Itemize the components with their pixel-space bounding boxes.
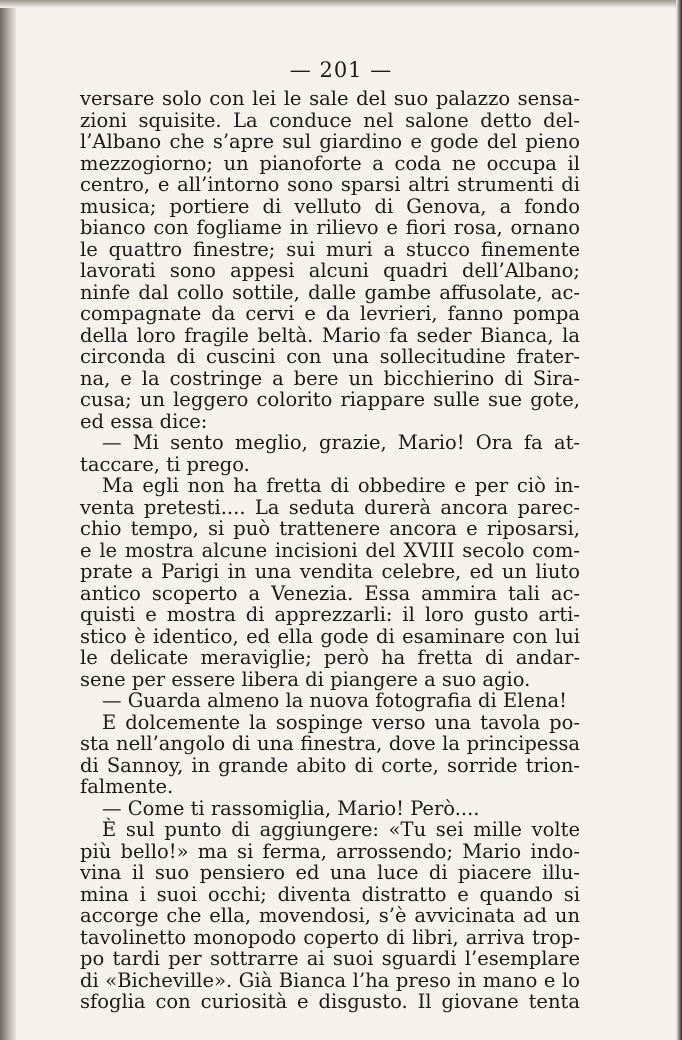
page-right-edge: [676, 0, 682, 1040]
text-line: tavolinetto monopodo coperto di libri, arriva trop-: [80, 925, 580, 949]
text-line: l’Albano che s’apre sul giardino e gode del pieno: [80, 130, 580, 153]
text-line: na, e la costringe a bere un bicchierino di Sira-: [80, 366, 580, 390]
text-line: E dolcemente la sospinge verso una tavola po-: [102, 710, 580, 734]
book-gutter-shadow: [0, 0, 16, 1040]
text-line: falmente.: [80, 775, 174, 798]
text-line: — Mi sento meglio, grazie, Mario! Ora fa at-: [102, 431, 580, 454]
text-line: sta nell’angolo di una finestra, dove la principessa: [80, 732, 580, 755]
text-line: e le mostra alcune incisioni del XVIII secolo com-: [80, 538, 580, 562]
text-line: antico scoperto a Venezia. Essa ammira tali ac-: [80, 581, 580, 605]
text-line: prate a Parigi in una vendita celebre, ed un liuto: [80, 560, 580, 583]
text-line: mina i suoi occhi; diventa distratto e quando si: [80, 882, 580, 906]
text-line: lavorati sono appesi alcuni quadri dell’Albano;: [80, 259, 580, 282]
text-line: le delicate meraviglie; però ha fretta di andar-: [80, 646, 580, 669]
text-line: versare solo con lei le sale del suo palazzo sensa-: [80, 87, 580, 110]
text-line: accorge che ella, movendosi, s’è avvicinata ad un: [80, 904, 580, 927]
text-line: di «Bicheville». Già Bianca l’ha preso in mano e lo: [80, 968, 580, 992]
text-line: — Come ti rassomiglia, Mario! Però....: [102, 796, 480, 820]
text-line: taccare, ti prego.: [80, 452, 250, 476]
text-line: sfoglia con curiosità e disgusto. Il giovane tenta: [80, 990, 580, 1013]
text-line: cusa; un leggero colorito riappare sulle sue gote,: [80, 388, 580, 411]
text-line: vina il suo pensiero ed una luce di piacere illu-: [80, 861, 580, 884]
text-line: circonda di cuscini con una sollecitudine frater-: [80, 345, 580, 368]
text-line: — Guarda almeno la nuova fotografia di Elena!: [102, 689, 567, 712]
text-line: di Sannoy, in grande abito di corte, sorride trion-: [80, 753, 580, 777]
text-line: bianco con fogliame in rilievo e fiori rosa, ornano: [80, 216, 580, 239]
body-text: [80, 88, 580, 1013]
text-line: quisti e mostra di apprezzarli: il loro gusto arti-: [80, 603, 580, 626]
text-line: venta pretesti.... La seduta durerà ancora parec-: [80, 495, 580, 519]
page-top-edge: [0, 0, 682, 8]
text-line: ed essa dice:: [80, 409, 208, 433]
text-line: mezzogiorno; un pianoforte a coda ne occupa il: [80, 151, 580, 175]
text-line: chio tempo, si può trattenere ancora e riposarsi,: [80, 517, 580, 540]
text-line: È sul punto di aggiungere: «Tu sei mille volte: [102, 818, 580, 841]
text-line: della loro fragile beltà. Mario fa seder Bianca, la: [80, 323, 580, 347]
text-line: zioni squisite. La conduce nel salone detto del-: [80, 108, 580, 132]
text-line: più bello!» ma si ferma, arrossendo; Mario indo-: [80, 839, 580, 863]
text-line: po tardi per sottrarre ai suoi sguardi l’esemplare: [80, 947, 580, 970]
text-line: sene per essere libera di piangere a suo agio.: [80, 667, 531, 691]
page-number: — 201 —: [289, 58, 393, 82]
text-line: ninfe dal collo sottile, dalle gambe affusolate, ac-: [80, 280, 580, 304]
text-line: centro, e all’intorno sono sparsi altri strumenti di: [80, 173, 580, 196]
text-line: compagnate da cervi e da levrieri, fanno pompa: [80, 302, 580, 325]
text-line: stico è identico, ed ella gode di esaminare con lui: [80, 624, 580, 648]
text-line: le quattro finestre; sui muri a stucco finemente: [80, 237, 580, 261]
text-line: musica; portiere di velluto di Genova, a fondo: [80, 194, 580, 218]
text-line: Ma egli non ha fretta di obbedire e per ciò in-: [102, 474, 580, 497]
